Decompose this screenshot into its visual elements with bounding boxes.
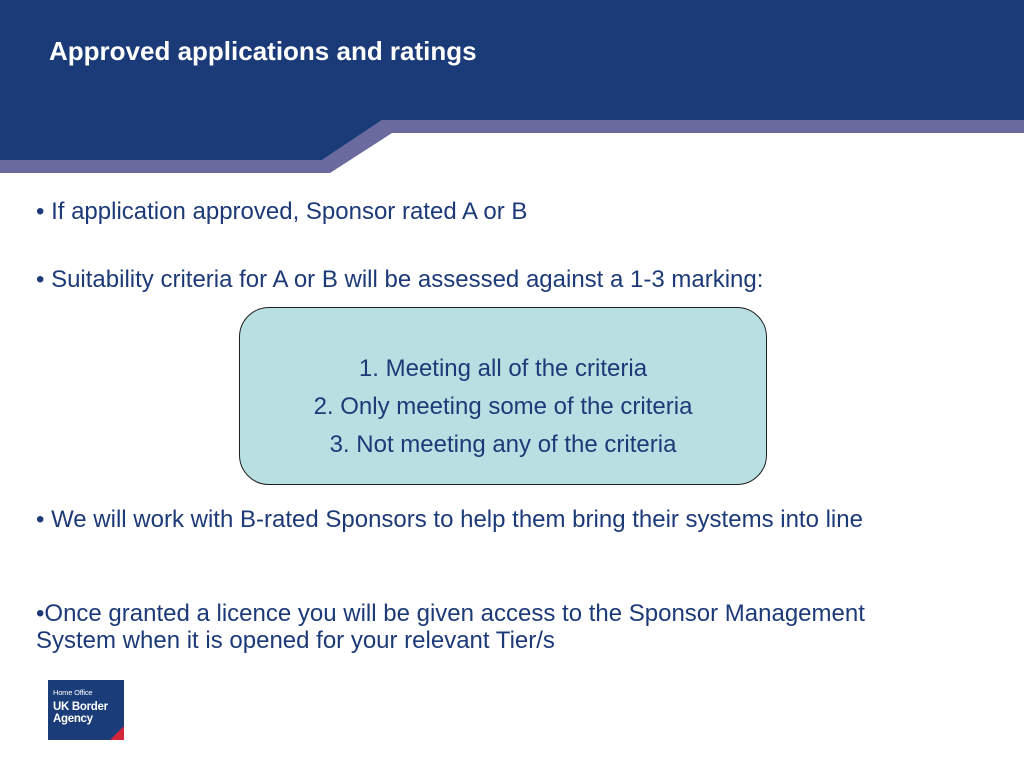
slide-title: Approved applications and ratings xyxy=(49,36,477,66)
logo-agency-name xyxy=(53,701,108,725)
criteria-item: 2. Only meeting some of the criteria xyxy=(313,393,693,420)
bullet-b-rated: • We will work with B-rated Sponsors to help them bring their systems into line xyxy=(36,506,863,533)
criteria-box xyxy=(239,307,767,485)
logo-home-office: Home Office xyxy=(53,688,93,697)
logo-red-corner xyxy=(110,726,124,740)
bullet-suitability: • Suitability criteria for A or B will be assessed against a 1-3 marking: xyxy=(36,266,764,293)
header-banner xyxy=(0,0,1024,175)
bullet-approved: • If application approved, Sponsor rated A or B xyxy=(36,198,528,225)
uk-border-agency-logo xyxy=(48,680,124,740)
header-background xyxy=(0,0,1024,160)
logo-line1: UK Border xyxy=(53,701,108,713)
logo-line2: Agency xyxy=(53,713,93,725)
criteria-item: 1. Meeting all of the criteria xyxy=(358,355,648,382)
criteria-item: 3. Not meeting any of the criteria xyxy=(329,431,677,458)
bullet-sms-access: •Once granted a licence you will be given access to the Sponsor Management System when it is opened for your relevant Tier/s xyxy=(36,600,865,654)
